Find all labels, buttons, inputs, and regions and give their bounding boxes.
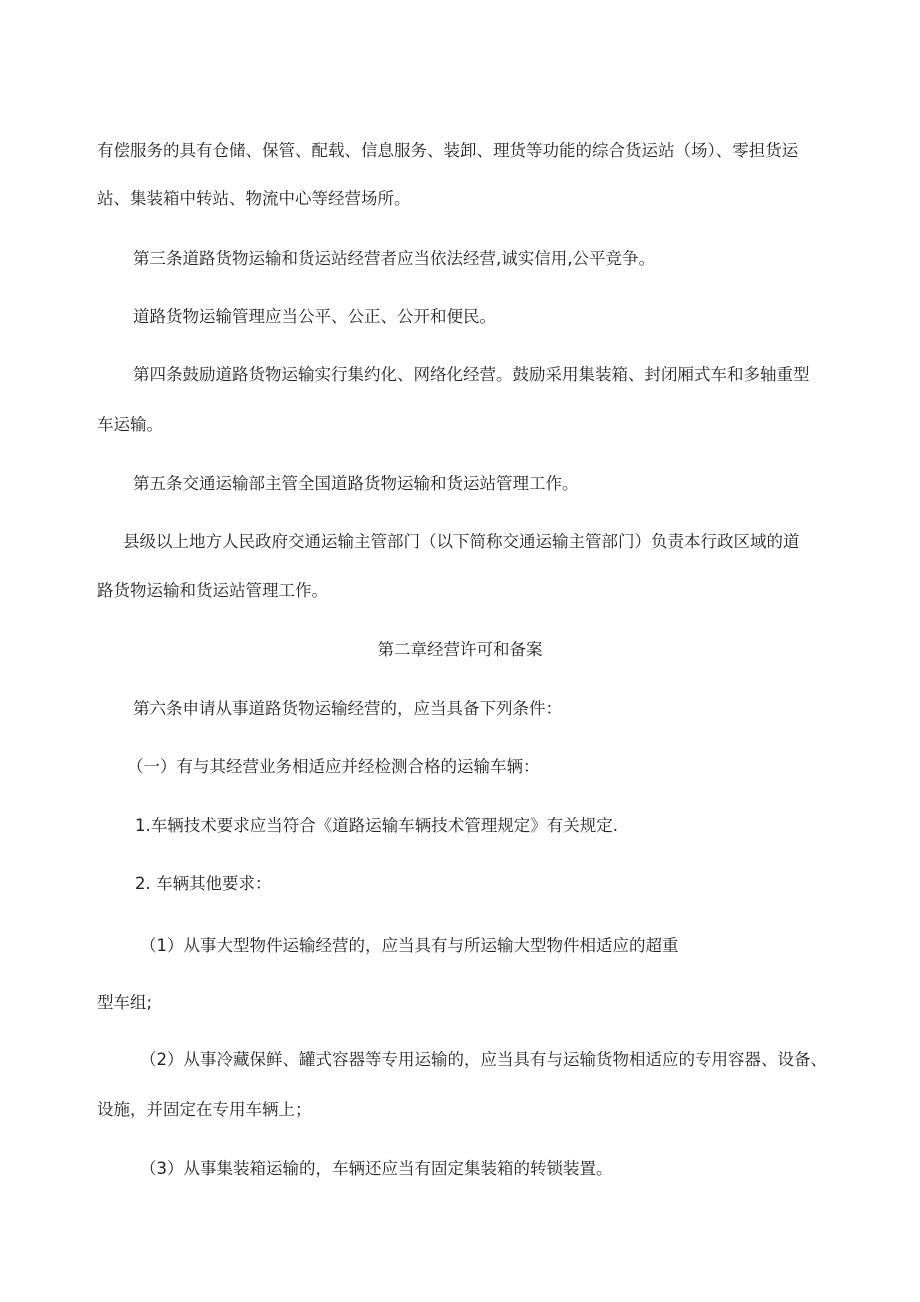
paragraph-line: 车运输。 (97, 414, 163, 434)
chapter-heading: 第二章经营许可和备案 (377, 639, 543, 659)
article-6: 第六条申请从事道路货物运输经营的，应当具备下列条件： (133, 698, 562, 718)
sub-condition-item: （3）从事集装箱运输的，车辆还应当有固定集装箱的转锁装置。 (140, 1158, 613, 1178)
article-5: 第五条交通运输部主管全国道路货物运输和货运站管理工作。 (133, 473, 579, 493)
paragraph-line: 型车组; (97, 992, 153, 1012)
paragraph-line: 站、集装箱中转站、物流中心等经营场所。 (97, 188, 411, 208)
sub-condition-item: （2）从事冷藏保鲜、罐式容器等专用运输的，应当具有与运输货物相适应的专用容器、设备、 (140, 1049, 827, 1069)
sub-condition-item: （1）从事大型物件运输经营的，应当具有与所运输大型物件相适应的超重 (140, 935, 679, 955)
paragraph-line: 有偿服务的具有仓储、保管、配载、信息服务、装卸、理货等功能的综合货运站（场）、零担货运 (97, 140, 799, 160)
paragraph-line: 设施，并固定在专用车辆上； (97, 1099, 312, 1119)
article-3: 第三条道路货物运输和货运站经营者应当依法经营,诚实信用,公平竞争。 (133, 248, 655, 268)
paragraph-line: 县级以上地方人民政府交通运输主管部门（以下简称交通运输主管部门）负责本行政区域的道 (123, 531, 800, 551)
paragraph-line: 路货物运输和货运站管理工作。 (97, 580, 328, 600)
article-4: 第四条鼓励道路货物运输实行集约化、网络化经营。鼓励采用集装箱、封闭厢式车和多轴重型 (133, 364, 810, 384)
condition-item: 1.车辆技术要求应当符合《道路运输车辆技术管理规定》有关规定. (135, 815, 618, 835)
condition-item: 2. 车辆其他要求： (135, 873, 272, 893)
paragraph-line: 道路货物运输管理应当公平、公正、公开和便民。 (133, 306, 496, 326)
condition-item: （一）有与其经营业务相适应并经检测合格的运输车辆： (127, 756, 540, 776)
